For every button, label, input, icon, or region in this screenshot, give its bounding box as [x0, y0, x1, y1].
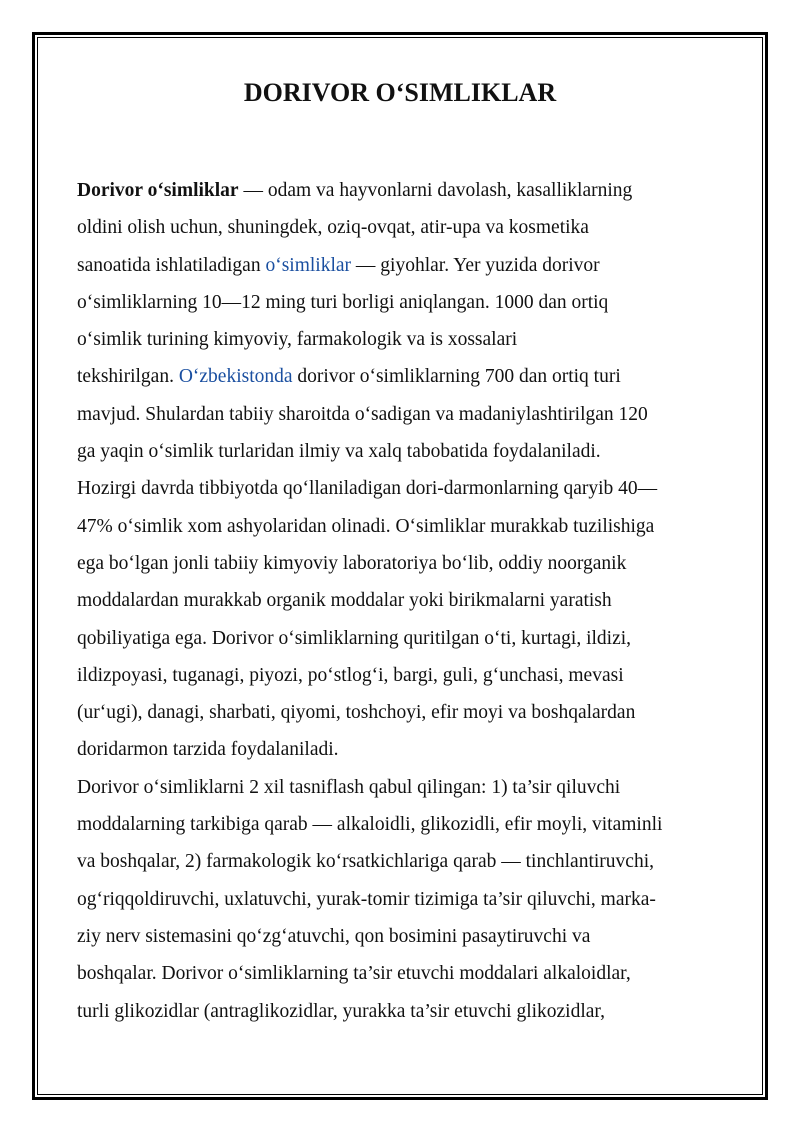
text-line: ziy nerv sistemasini qo‘zg‘atuvchi, qon bosimini pasaytiruvchi va [77, 925, 591, 947]
link-osimliklar[interactable]: o‘simliklar [265, 254, 352, 276]
text-line: tekshirilgan. O‘zbekistonda dorivor o‘simliklarning 700 dan ortiq turi [77, 366, 621, 388]
text-line: ildizpoyasi, tuganagi, piyozi, po‘stlog‘i, bargi, guli, g‘unchasi, mevasi [77, 664, 624, 686]
text-line: moddalardan murakkab organik moddalar yoki birikmalarni yaratish [77, 590, 612, 612]
text-line: o‘simlik turining kimyoviy, farmakologik va is xossalari [77, 329, 518, 351]
text-line: moddalarning tarkibiga qarab — alkaloidli, glikozidli, efir moyli, vitaminli [77, 814, 663, 836]
text-line: Dorivor o‘simliklarni 2 xil tasniflash qabul qilingan: 1) ta’sir qiluvchi [77, 776, 621, 798]
text-line: mavjud. Shulardan tabiiy sharoitda o‘sadigan va madaniylashtirilgan 120 [77, 403, 648, 425]
link-ozbekistonda[interactable]: O‘zbekistonda [178, 366, 293, 388]
text-line: turli glikozidlar (antraglikozidlar, yurakka ta’sir etuvchi glikozidlar, [77, 1000, 606, 1022]
text-line: ga yaqin o‘simlik turlaridan ilmiy va xalq tabobatida foydalaniladi. [77, 441, 601, 463]
text-line: og‘riqqoldiruvchi, uxlatuvchi, yurak-tomir tizimiga ta’sir qiluvchi, marka- [77, 888, 656, 910]
text-line: oldini olish uchun, shuningdek, oziq-ovqat, atir-upa va kosmetika [77, 217, 589, 239]
text-line: Hozirgi davrda tibbiyotda qo‘llaniladigan dori-darmonlarning qaryib 40— [77, 478, 658, 500]
text-line: va boshqalar, 2) farmakologik ko‘rsatkichlariga qarab — tinchlantiruvchi, [77, 851, 654, 873]
page-title: DORIVOR O‘SIMLIKLAR [243, 78, 557, 107]
term-heading: Dorivor o‘simliklar [77, 180, 239, 201]
text-line: ega bo‘lgan jonli tabiiy kimyoviy laboratoriya bo‘lib, oddiy noorganik [77, 552, 627, 574]
text-line: sanoatida ishlatiladigan o‘simliklar — giyohlar. Yer yuzida dorivor [77, 254, 600, 276]
article-body [77, 172, 737, 1030]
text-line: (ur‘ugi), danagi, sharbati, qiyomi, toshchoyi, efir moyi va boshqalardan [77, 702, 636, 724]
text-line: qobiliyatiga ega. Dorivor o‘simliklarning quritilgan o‘ti, kurtagi, ildizi, [77, 627, 632, 649]
text-line: doridarmon tarzida foydalaniladi. [77, 739, 339, 761]
text-line: o‘simliklarning 10—12 ming turi borligi aniqlangan. 1000 dan ortiq [77, 291, 609, 313]
text-line: 47% o‘simlik xom ashyolaridan olinadi. O‘simliklar murakkab tuzilishiga [77, 515, 655, 537]
text-line: boshqalar. Dorivor o‘simliklarning ta’sir etuvchi moddalari alkaloidlar, [77, 963, 631, 985]
text-line: Dorivor o‘simliklar — odam va hayvonlarni davolash, kasalliklarning [77, 180, 633, 201]
